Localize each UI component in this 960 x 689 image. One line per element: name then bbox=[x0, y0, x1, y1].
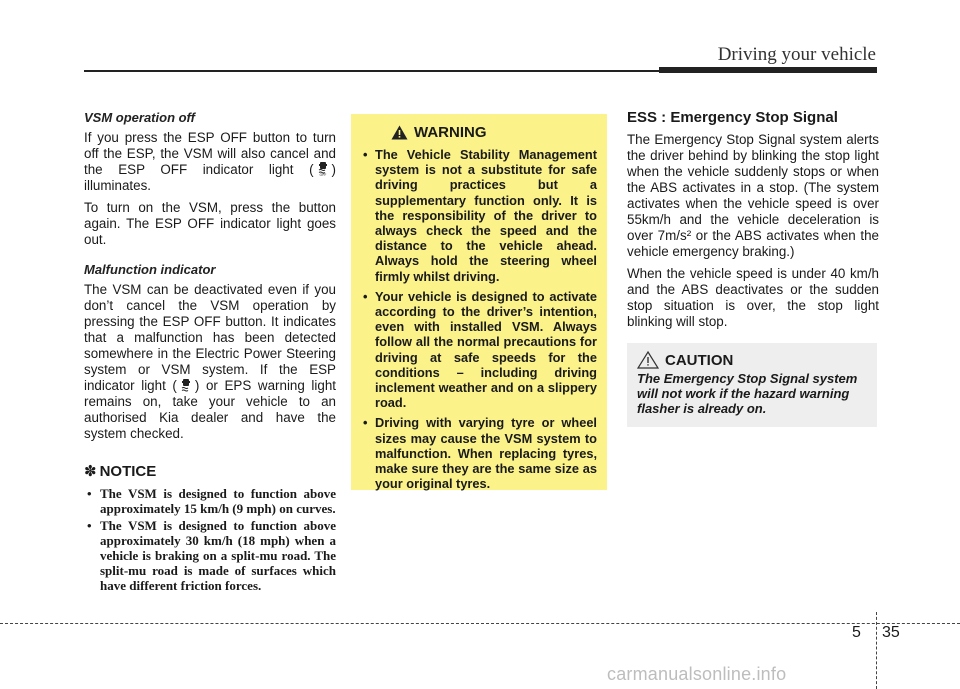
left-column bbox=[84, 110, 336, 595]
notice-star-icon: ✽ bbox=[84, 463, 97, 480]
notice-item: • The VSM is designed to function above approximately 30 km/h (18 mph) when a vehicle is braking on a split-mu road. The split-mu road is made of surfaces which have different friction forces. bbox=[84, 518, 336, 593]
svg-text:OFF: OFF bbox=[319, 172, 327, 176]
esp-indicator-icon bbox=[180, 378, 192, 392]
notice-list bbox=[84, 486, 336, 593]
caution-triangle-icon bbox=[637, 351, 659, 369]
caution-header bbox=[637, 351, 867, 369]
header-rule-thick bbox=[659, 67, 877, 73]
vsm-off-paragraph-2: To turn on the VSM, press the button again. The ESP OFF indicator light goes out. bbox=[84, 200, 336, 247]
ess-paragraph-2: When the vehicle speed is under 40 km/h and the ABS deactivates or the sudden stop situation is over, the stop light blinking will stop. bbox=[627, 266, 879, 329]
footer-divider bbox=[876, 612, 877, 689]
warning-item: • The Vehicle Stability Management system is not a substitute for safe driving practices but a supplementary function only. It is the responsibility of the driver to always check the speed and the distance to the vehicle ahead. Always hold the steering wheel firmly whilst driving. bbox=[361, 147, 597, 284]
vsm-off-paragraph-1: If you press the ESP OFF button to turn off the ESP, the VSM will also cancel and the ESP OFF indicator light ( OFF ) illuminates. bbox=[84, 130, 336, 193]
page-number: 35 bbox=[882, 624, 900, 641]
chapter-number: 5 bbox=[852, 624, 861, 641]
warning-triangle-icon bbox=[391, 125, 408, 140]
esp-off-indicator-icon bbox=[317, 162, 329, 176]
caution-box bbox=[627, 343, 877, 427]
header-rule-thin bbox=[84, 70, 659, 72]
caution-text: The Emergency Stop Signal system will not work if the hazard warning flasher is already on. bbox=[637, 371, 858, 416]
warning-title: WARNING bbox=[414, 124, 487, 141]
ess-heading: ESS : Emergency Stop Signal bbox=[627, 109, 838, 126]
warning-list bbox=[361, 147, 597, 491]
watermark: carmanualsonline.info bbox=[607, 664, 787, 684]
notice-item: • The VSM is designed to function above approximately 15 km/h (9 mph) on curves. bbox=[84, 486, 336, 516]
warning-box bbox=[351, 114, 607, 490]
malfunction-heading: Malfunction indicator bbox=[84, 262, 216, 277]
ess-paragraph-1: The Emergency Stop Signal system alerts the driver behind by blinking the stop light when the vehicle suddenly stops or when the ABS activates in a stop. (The system activates when the vehicle speed is over 55km/h and the vehicle deceleration is over 7m/s² or the ABS activates when the vehicle emergency braking.) bbox=[627, 132, 879, 259]
caution-title: CAUTION bbox=[665, 351, 734, 369]
warning-header bbox=[361, 124, 597, 141]
notice-heading: ✽ NOTICE bbox=[84, 463, 157, 480]
warning-item: • Your vehicle is designed to activate according to the driver’s intention, even with installed VSM. Always follow all the normal precautions for driving at safe speeds for the conditions – including driving inclement weather and on a slippery road. bbox=[361, 289, 597, 411]
malfunction-paragraph: The VSM can be deactivated even if you don’t cancel the VSM operation by pressing the ESP OFF button. It indicates that a malfunction has been detected somewhere in the Electric Power Steering system or VSM system. If the ESP indicator light ( ) or EPS warning light remains on, take your vehicle to an authorised Kia dealer and have the system checked. bbox=[84, 282, 336, 441]
section-title: Driving your vehicle bbox=[717, 44, 876, 65]
warning-item: • Driving with varying tyre or wheel sizes may cause the VSM system to malfunction. When replacing tyres, make sure they are the same size as your original tyres. bbox=[361, 415, 597, 491]
vsm-off-heading: VSM operation off bbox=[84, 110, 195, 125]
right-column bbox=[627, 110, 879, 336]
footer-rule bbox=[0, 623, 960, 624]
